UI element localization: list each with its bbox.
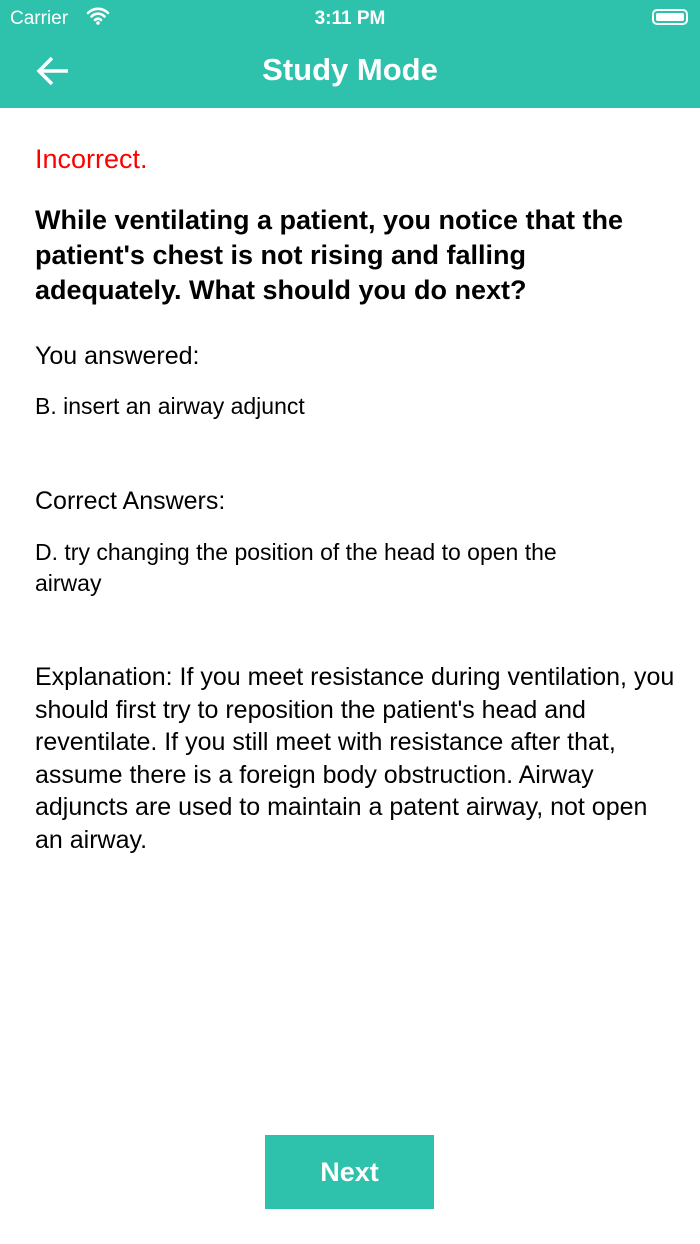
correct-answer: D. try changing the position of the head to open the airway (35, 539, 557, 596)
nav-header (0, 0, 700, 108)
you-answered-label: You answered: (35, 342, 200, 370)
status-bar (0, 6, 700, 32)
explanation-text: Explanation: If you meet resistance during ventilation, you should first try to reposition the patient's head and reventilate. If you still meet with resistance after that, assume there is a foreign body obstruction. Airway adjuncts are used to maintain a patent airway, not open an airway. (35, 663, 675, 854)
result-label: Incorrect. (35, 144, 148, 174)
page-title: Study Mode (262, 52, 438, 87)
carrier-label: Carrier (10, 8, 69, 29)
correct-label: Correct Answers: (35, 487, 226, 515)
question-text: While ventilating a patient, you notice that the patient's chest is not rising and falling adequately. What should you do next? (35, 205, 624, 305)
you-answered-value: B. insert an airway adjunct (35, 393, 305, 419)
clock: 3:11 PM (314, 8, 386, 29)
battery-icon (652, 9, 688, 25)
next-button[interactable]: Next (265, 1135, 434, 1209)
